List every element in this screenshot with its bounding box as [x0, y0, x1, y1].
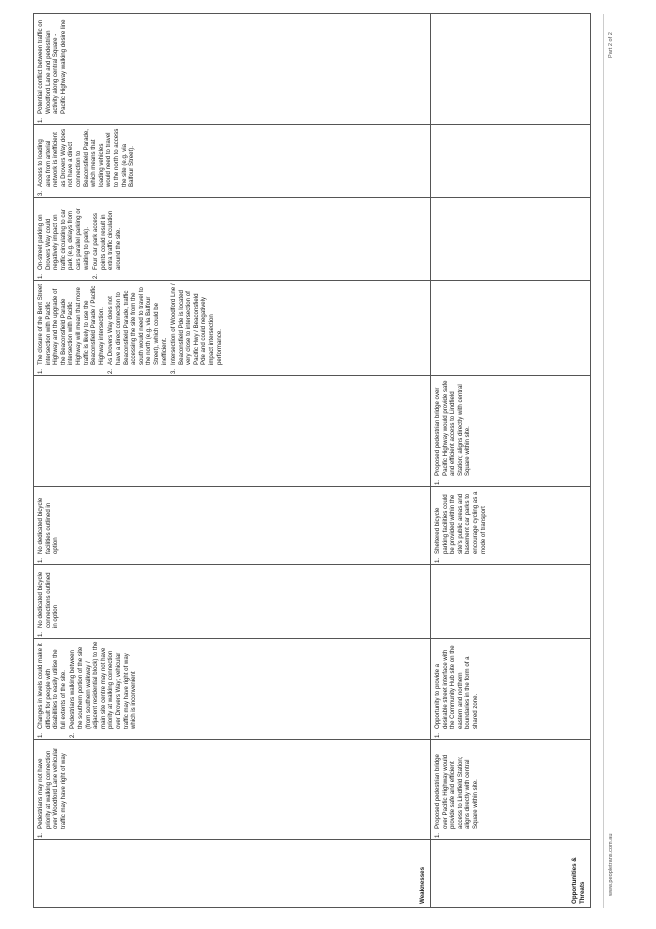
cell-list	[34, 565, 60, 638]
cell-list	[34, 376, 37, 486]
table-body	[34, 14, 591, 908]
list-item-text: Pedestrians may not have priority at walking connection over Woodford Lane vehicular traffic may have right of way	[37, 747, 67, 829]
table-cell	[431, 281, 591, 376]
table-cell	[431, 740, 591, 840]
list-item	[37, 283, 105, 374]
list-item-number: 1.	[37, 273, 44, 279]
cell-list	[431, 376, 472, 486]
row-label: Opportunities & Threats	[571, 857, 586, 904]
list-item-number: 1.	[434, 832, 441, 838]
table-cell	[34, 281, 431, 376]
table-cell	[34, 198, 431, 281]
table-cell	[34, 639, 431, 740]
list-item	[37, 567, 60, 637]
row-label: Weaknesses	[418, 866, 426, 904]
list-item-number: 1.	[37, 732, 44, 738]
list-item-text: Opportunity to provide a desirable street interface with the Community Hub site on the eastern and northern boundaries in the form of a shared zone.	[434, 645, 479, 729]
cell-list	[431, 125, 434, 197]
table-cell	[431, 14, 591, 125]
table-cell	[34, 125, 431, 198]
assessment-table	[33, 13, 591, 908]
list-item	[37, 127, 136, 196]
row-label-cell	[431, 840, 591, 908]
footer-divider	[603, 14, 604, 908]
list-item-number: 3.	[37, 190, 44, 196]
cell-list	[34, 639, 138, 739]
list-item-text: On-street parking on Drovers Way could negatively impact on traffic circulating to car park (e.g. delays from cars parallel parking or waiting to park).	[37, 208, 90, 270]
list-item-text: As Drovers Way does not have a direct connection to Beaconsfield Parade, traffic accessing the site from the south would need to travel to the north (e.g. via Balfour Street), which could be inefficient.	[107, 287, 168, 365]
list-item-text: Intersection of Woodford Lne / Beaconsfield Pde is located very close to intersection of Pacific Hwy / Beaconsfield Pde and could negatively impact intersection performance.	[170, 283, 223, 365]
list-item	[37, 200, 90, 279]
list-item	[434, 641, 480, 738]
list-item	[37, 16, 67, 123]
list-item-number: 1.	[434, 479, 441, 485]
table-cell	[431, 565, 591, 639]
cell-list	[431, 198, 434, 280]
list-item-text: Four car park access points could result in extra traffic circulation around the site.	[92, 210, 122, 270]
cell-list	[431, 740, 480, 839]
list-item	[37, 641, 67, 738]
list-item-number: 1.	[37, 631, 44, 637]
table-row-top	[34, 14, 431, 908]
list-item-number: 1.	[37, 117, 44, 123]
list-item-text: Pedestrians walking between the southern portion of the site (from southern walkway / adjacent residential block) to the main site centre may not have priority at walking connection over Drovers Way; vehicular traffic may have right of way which is inconvenient	[69, 641, 138, 729]
list-item-number: 1.	[37, 832, 44, 838]
table-cell	[431, 487, 591, 565]
table-cell	[34, 376, 431, 487]
list-item-number: 1.	[434, 732, 441, 738]
list-item	[434, 489, 487, 563]
cell-list	[431, 281, 434, 375]
cell-list	[34, 14, 67, 124]
list-item-text: Proposed pedestrian bridge over Pacific Highway would provide safe and efficient access to Lindfield Station; aligns directly with central Square within site.	[434, 380, 472, 476]
table-cell	[431, 639, 591, 740]
list-item-text: Potential conflict between traffic on Woodford Lane and pedestrian activity along central Square - Pacific Highway walking desire line	[37, 19, 67, 114]
list-item-text: Proposed pedestrian bridge over Pacific Highway would provide safe and efficient access to Lindfield Station; aligns directly with central Square within site.	[434, 754, 479, 829]
table-cell	[431, 376, 591, 487]
list-item-text: Sheltered bicycle parking facilities could be provided within the site's public areas and basement car parks to encourage cycling as a mode of transport	[434, 491, 487, 554]
cell-list	[34, 487, 60, 564]
cell-list	[34, 125, 136, 197]
list-item-text: No dedicated bicycle facilities outlined in option	[37, 497, 60, 554]
cell-list	[34, 198, 123, 280]
list-item-number: 1.	[37, 557, 44, 563]
table-row-bottom	[431, 14, 591, 908]
cell-list	[431, 639, 480, 739]
list-item-number: 1.	[434, 557, 441, 563]
list-item-number: 2.	[92, 273, 100, 279]
list-item	[92, 200, 122, 279]
list-item	[37, 489, 60, 563]
cell-list	[431, 565, 434, 638]
table-cell	[431, 125, 591, 198]
list-item	[434, 378, 472, 485]
footer-website[interactable]: www.peopletrans.com.au	[608, 833, 614, 896]
list-item-text: No dedicated bicycle connections outlined in option	[37, 571, 60, 628]
list-item	[434, 742, 480, 838]
table-cell	[431, 198, 591, 281]
list-item-number: 2.	[107, 368, 115, 374]
list-item	[170, 283, 223, 374]
list-item-text: Access to loading area from arterial network is inefficient as Drovers Way does not have a direct connection to Beaconsfield Parade, which means that loading vehicles would need to travel to the north to access the site (e.g. via Balfour Street).	[37, 128, 136, 187]
list-item-number: 2.	[69, 732, 77, 738]
table-cell	[34, 14, 431, 125]
list-item	[37, 742, 67, 838]
list-item-text: Changes in levels could make it difficult for people with disabilities to easily utilise the full extents of the site.	[37, 643, 67, 729]
table-cell	[34, 565, 431, 639]
cell-list	[34, 281, 223, 375]
list-item-number: 1.	[37, 368, 44, 374]
list-item-number: 3.	[170, 368, 178, 374]
table-cell	[34, 487, 431, 565]
list-item	[107, 283, 168, 374]
cell-list	[431, 487, 487, 564]
row-label-cell	[34, 840, 431, 908]
table-cell	[34, 740, 431, 840]
footer-page-number: Part 2 of 2	[608, 32, 614, 58]
cell-list	[431, 14, 434, 124]
cell-list	[34, 740, 67, 839]
list-item	[69, 641, 138, 738]
list-item-text: The closure of the Bent Street intersection with Pacific Highway and the upgrade of the Beaconsfield Parade intersection with Pacific Highway will mean that more traffic is likely to use the Beaconsfield Parade / Pacific Highway intersection.	[37, 284, 105, 365]
